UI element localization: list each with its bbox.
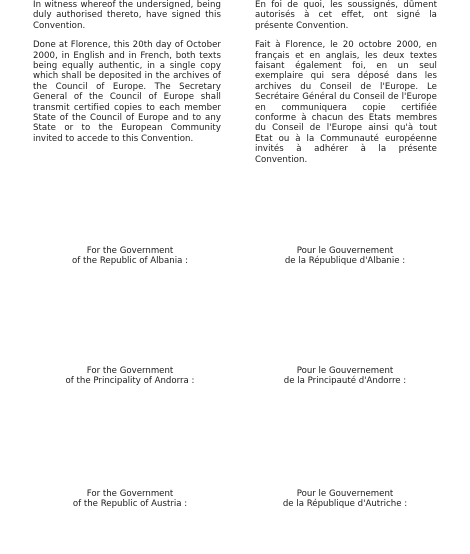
signature-state: de la Principauté d'Andorre : — [283, 376, 407, 387]
signature-block-andorra-fr — [250, 366, 440, 387]
signature-state: of the Principality of Andorra : — [65, 376, 195, 387]
french-done-paragraph: Fait à Florence, le 20 octobre 2000, en français et en anglais, les deux textes faisant également foi, en un seul exemplaire qui sera déposé dans les archives du Conseil de l'Europe. Le Secrétaire Général du Conseil de l'Europe en communiquera copie certifiée conforme à chacun des Etats membres du Conseil de l'Europe ainsi qu'à tout Etat ou à la Communauté européenne invités à adhérer à la présente Convention. — [255, 40, 437, 165]
english-done-paragraph: Done at Florence, this 20th day of October 2000, in English and in French, both texts being equally authentic, in a single copy which shall be deposited in the archives of the Council of Europe. The Secretary General of the Council of Europe shall transmit certified copies to each member State of the Council of Europe and to any State or to the European Community invited to accede to this Convention. — [33, 40, 221, 144]
signature-heading: Pour le Gouvernement — [296, 366, 394, 376]
english-column — [33, 0, 221, 153]
french-witness-paragraph: En foi de quoi, les soussignés, dûment autorisés à cet effet, ont signé la présente Convention. — [255, 0, 437, 31]
signature-block-andorra-en — [40, 366, 220, 387]
signature-state: de la République d'Albanie : — [284, 256, 406, 267]
signature-heading: Pour le Gouvernement — [296, 489, 394, 499]
signature-block-albania-en — [40, 246, 220, 267]
english-witness-paragraph: In witness whereof the undersigned, being duly authorised thereto, have signed this Convention. — [33, 0, 221, 31]
signature-block-austria-fr — [250, 489, 440, 510]
signature-heading: For the Government — [86, 489, 174, 499]
signature-state: of the Republic of Albania : — [71, 256, 189, 267]
signature-heading: Pour le Gouvernement — [296, 246, 394, 256]
signature-block-albania-fr — [250, 246, 440, 267]
signature-heading: For the Government — [86, 246, 174, 256]
signature-block-austria-en — [40, 489, 220, 510]
signature-state: de la République d'Autriche : — [282, 499, 408, 510]
signature-heading: For the Government — [86, 366, 174, 376]
signature-state: of the Republic of Austria : — [72, 499, 188, 510]
french-column — [255, 0, 437, 174]
